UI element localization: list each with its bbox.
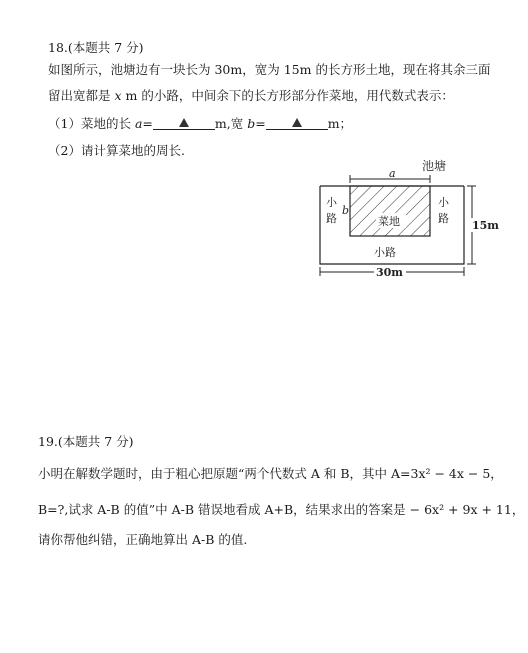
- left-path-label-1: 小: [326, 196, 337, 209]
- pond-label: 池塘: [422, 159, 447, 173]
- pond-land-figure: [312, 156, 502, 278]
- q18-item2: （2）请计算菜地的周长.: [48, 143, 185, 158]
- vegetable-garden: [350, 186, 430, 236]
- answer-blank-width[interactable]: [266, 117, 328, 130]
- height-label: 15m: [472, 219, 499, 232]
- q18-item1-prefix: （1）菜地的长: [48, 116, 135, 131]
- right-path-label-2: 路: [438, 212, 449, 225]
- q19-heading: 19.(本题共 7 分): [38, 434, 134, 449]
- q18-item1-eq2: =: [255, 116, 266, 131]
- q18-paragraph-line1: 如图所示，池塘边有一块长为 30m，宽为 15m 的长方形土地，现在将其余三面: [48, 62, 491, 77]
- triangle-marker-icon: [292, 118, 302, 127]
- q18-item1-mid: m,宽: [214, 116, 248, 131]
- width-label: 30m: [376, 266, 403, 278]
- var-a: a: [134, 116, 143, 131]
- q19-line3: 请你帮他纠错，正确地算出 A-B 的值.: [38, 532, 248, 547]
- q18-heading: 18.(本题共 7 分): [48, 40, 144, 55]
- left-path-label-2: 路: [326, 212, 337, 225]
- bottom-path-label: 小路: [374, 246, 396, 259]
- q18-para2-b: m 的小路，中间余下的长方形部分作菜地，用代数式表示：: [121, 88, 454, 103]
- a-label: a: [389, 167, 396, 180]
- b-label: b: [342, 204, 350, 217]
- q18-item1: [48, 116, 352, 132]
- answer-blank-length[interactable]: [153, 117, 215, 130]
- q18-para2-a: 留出宽都是: [48, 88, 115, 103]
- garden-label: 菜地: [378, 215, 400, 228]
- triangle-marker-icon: [179, 118, 189, 127]
- q19-line2: B=?,试求 A-B 的值”中 A-B 错误地看成 A+B，结果求出的答案是 − 6x² + 9x + 11，: [38, 502, 525, 517]
- q18-item1-end: m；: [327, 116, 353, 131]
- var-x: x: [114, 88, 122, 103]
- var-b: b: [247, 116, 256, 131]
- q18-paragraph-line2: [48, 88, 454, 104]
- q19-line1: 小明在解数学题时，由于粗心把原题“两个代数式 A 和 B，其中 A=3x² − 4x − 5，: [38, 466, 503, 481]
- q18-item1-eq: =: [142, 116, 153, 131]
- right-path-label-1: 小: [438, 196, 449, 209]
